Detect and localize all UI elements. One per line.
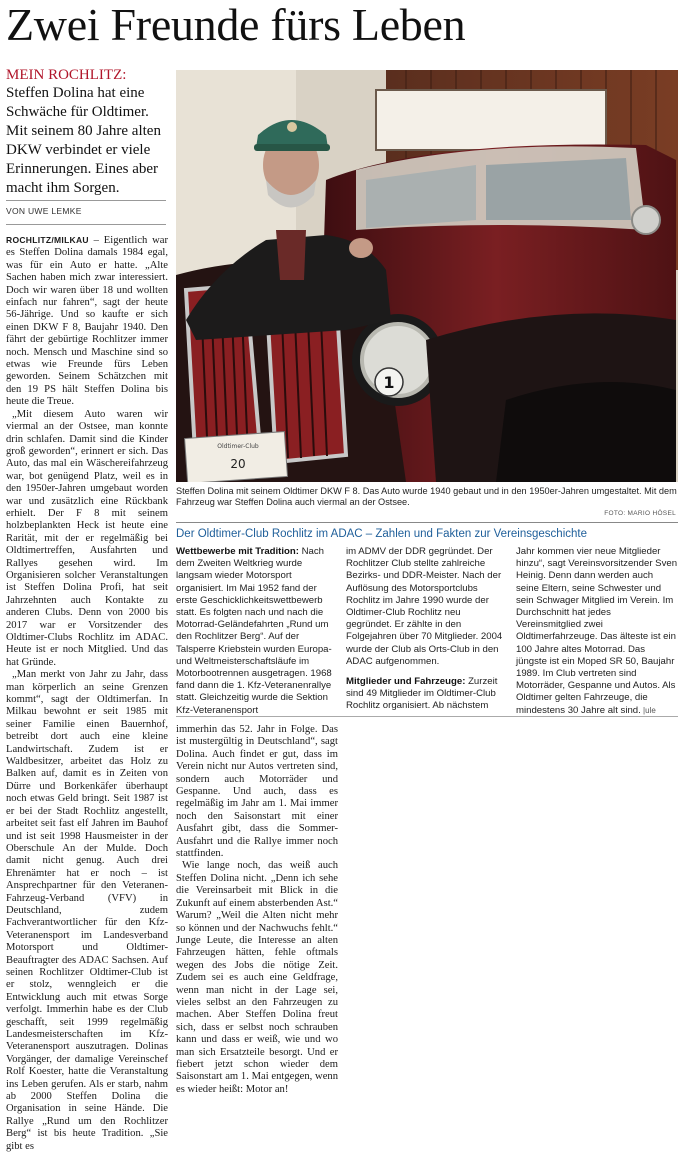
fact-text: Nach dem Zweiten Weltkrieg wurde langsam wieder Motorsport organisiert. Im Mai 1952 fand der erste Geschicklichkeitswettbewerb statt. Es folgten nach und nach die Motorrad-Geländefahrten „Rund um den Rochlitzer Berg“. Auf der Talsperre Kriebstein wurden Europa- und Weltmeisterschaftsläufe im Motorbootrennen ausgetragen. 1968 fand dann die 1. Kfz-Veteranenrallye statt. Gleichzeitig wurde die Sektion Kfz-Veteranensport [176, 546, 332, 716]
paragraph: „Mit diesem Auto waren wir viermal an der Ostsee, man konnte drin schlafen. Damit sind die Kinder groß geworden“, erinnert er sich. Das Auto, das mal ein Wäschereifahrzeug war, bot genügend Platz, weil es in den 1950er-Jahren umgebaut worden war und zusätzlich eine Rückbank erhielt. Der F 8 mit seinem holzbeplankten Heck ist heute eine Rarität, mit der er regelmäßig bei Oldtimertreffen, Ausfahrten und Rallyes gesehen wird. Im Organisieren solcher Veranstaltungen ist Steffen Dolina Profi, hat seit Jahrzehnten auch Kontakte zu anderen Clubs. Denn von 2000 bis 2017 war er Vorsitzender des Oldtimer-Clubs Rochlitz im ADAC. Heute ist er noch Mitglied. Und das hat Gründe. [6, 408, 168, 668]
fact-text: Zurzeit sind 49 Mitglieder im Oldtimer-Club Rochlitz organisiert. Ab nächstem [346, 676, 498, 712]
photo-illustration [176, 70, 678, 482]
photo-caption: Steffen Dolina mit seinem Oldtimer DKW F 8. Das Auto wurde 1940 gebaut und in den 1950er-Jahren umgestaltet. Mit dem Fahrzeug war Steffen Dolina auch viermal an der Ostsee. [176, 486, 677, 508]
byline: VON UWE LEMKE [6, 206, 82, 216]
dateline: ROCHLITZ/MILKAU [6, 235, 89, 245]
paragraph: – Eigentlich war es Steffen Dolina damals 1984 egal, was für ein Auto er hatte. „Alte Sachen haben mich zwar interessiert. Doch wir waren über 18 und wollten einfach nur fahren“, sagt der heute 56-Jährige. Und so kaufte er sich einen DKW F 8, Baujahr 1940. Den fährt der gebürtige Rochlitzer immer noch. Mensch und Maschine sind so etwas wie Freunde fürs Leben geworden. Seinem Schätzchen mit den 19 PS hält Steffen Dolina bis heute die Treue. [6, 235, 168, 408]
fact-box-column-3 [516, 546, 678, 717]
fact-box-title: Der Oldtimer-Club Rochlitz im ADAC – Zahlen und Fakten zur Vereinsgeschichte [176, 528, 587, 540]
sign-label: Oldtimer-Club [217, 443, 259, 450]
paragraph: „Man merkt von Jahr zu Jahr, dass man körperlich an seine Grenzen kommt“, sagt der Oldtimerfan. In Milkau bewohnt er seit 1985 mit seiner Familie einen Bauernhof, betreibt dort auch eine kleine Landwirtschaft. Zudem ist er Waldbesitzer, arbeitet das Holz zu Balken auf, damit es in Zeiten von Dürre und Borkenkäfer überhaupt noch etwas Geld bringt. Seit 1987 ist er bei der Stadt Rochlitz angestellt, arbeitet seit fast elf Jahren im Bauhof und ist seit 1998 Hausmeister in der Oberschule An der Mulde. Doch damit nicht genug. Auch drei Ehrenämter hat er noch – ist Ansprechpartner für den Veteranen-Fahrzeug-Verband (VFV) in Deutschland, zudem Fachverantwortlicher für den Kfz-Veteranensport im Landesverband Motorsport und Oldtimer-Beauftragter des ADAC Sachsen. Auf seinen Rochlitzer Oldtimer-Club ist er stolz, wenngleich er die Entwicklung auch mit etwas Sorge verfolgt. Immerhin habe es der Club geschafft, seit 1999 regelmäßig Landesmeisterschaften im Kfz-Veteranensport auszutragen. Dolinas Vorgänger, der damalige Vereinschef Rolf Koester, hatte die Veranstaltung ins Leben gerufen. Als er starb, nahm ab 2000 Steffen Dolina die Organisation in seine Hände. Die Rallye „Rund um den Rochlitzer Berg“ ist bis heute Tradition. „Sie gibt es [6, 669, 168, 1152]
fact-heading: Wettbewerbe mit Tradition: [176, 546, 299, 557]
photo-credit: FOTO: MARIO HÖSEL [604, 510, 676, 517]
byline-divider [6, 224, 166, 225]
author-sign: |ule [640, 705, 656, 715]
fact-box-column-2 [346, 546, 506, 713]
teaser: Steffen Dolina hat eine Schwäche für Oldtimer. Mit seinem 80 Jahre alten DKW verbindet er viele Erinnerungen. Eines aber macht ihm Sorgen. [6, 85, 161, 196]
headline: Zwei Freunde fürs Leben [6, 0, 466, 50]
teaser-divider [6, 200, 166, 201]
article-column-1 [6, 234, 168, 1153]
sign-number: 20 [230, 457, 246, 471]
fact-text: Jahr kommen vier neue Mitglieder hinzu“, sagt Vereinsvorsitzender Sven Heinig. Denn dann werden auch seine Eltern, seine Schwester und sein Schwager Mitglied im Verein. Im Durchschnitt hat jedes Vereinsmitglied zwei Oldtimerfahrzeuge. Das älteste ist ein 100 Jahre altes Motorrad. Das jüngste ist ein Moped SR 50, Baujahr 1989. Im Club vertreten sind Motorräder, Gespanne und Autos. Als Oldtimer gelten Fahrzeuge, die mindestens 30 Jahre alt sind. [516, 546, 678, 716]
article-column-2 [176, 724, 338, 1096]
fact-heading: Mitglieder und Fahrzeuge: [346, 676, 466, 688]
fact-box-top-rule [176, 522, 678, 523]
paragraph: immerhin das 52. Jahr in Folge. Das ist mustergültig in Deutschland“, sagt Dolina. Auch findet er gut, dass im Verein nicht nur Autos vertreten sind, sondern auch Motorräder und Gespanne. Und auch, dass es regelmäßig im Jahr am 1. Mai immer noch den Saisonstart mit einer Ausfahrt gibt, dass die Sommer-Ausfahrt und die Rallye immer noch stattfinden. [176, 724, 338, 860]
fact-box [176, 522, 678, 718]
kicker: MEIN ROCHLITZ: [6, 67, 127, 83]
paragraph: Wie lange noch, das weiß auch Steffen Dolina nicht. „Denn ich sehe die Vereinsarbeit mit Blick in die Zukunft auf einem absterbenden Ast.“ Warum? „Weil die Alten nicht mehr so können und der Nachwuchs fehlt.“ Junge Leute, die Interesse an alten Fahrzeugen hätten, fehle oftmals wegen des Jobs die nötige Zeit. Zudem sei es auch eine Geldfrage, wenn man nicht in der Lage sei, vieles selbst an den Fahrzeugen zu machen. Aber Steffen Dolina freut sich, dass er selbst noch schrauben kann und dass er weiß, wie und wo man sich Ersatzteile besorgt. Und er fiebert jetzt schon wieder dem Saisonstart am 1. Mai entgegen, wenn es wieder heißt: Motor an! [176, 860, 338, 1095]
fact-box-bottom-rule [176, 716, 678, 717]
fact-text: im ADMV der DDR gegründet. Der Rochlitzer Club stellte zahlreiche Bezirks- und DDR-Meister. Nach der Auflösung des Motorsportclubs Rochlitz im Jahre 1990 wurde der Oldtimer-Club Rochlitz neu gegründet. Er zählte in den Folgejahren über 70 Mitglieder. 2004 wurde der Club als Orts-Club in den ADAC aufgenommen. [346, 546, 503, 667]
photo-oldtimer [176, 70, 678, 482]
plate-number: 1 [383, 373, 395, 392]
fact-box-column-1 [176, 546, 336, 717]
